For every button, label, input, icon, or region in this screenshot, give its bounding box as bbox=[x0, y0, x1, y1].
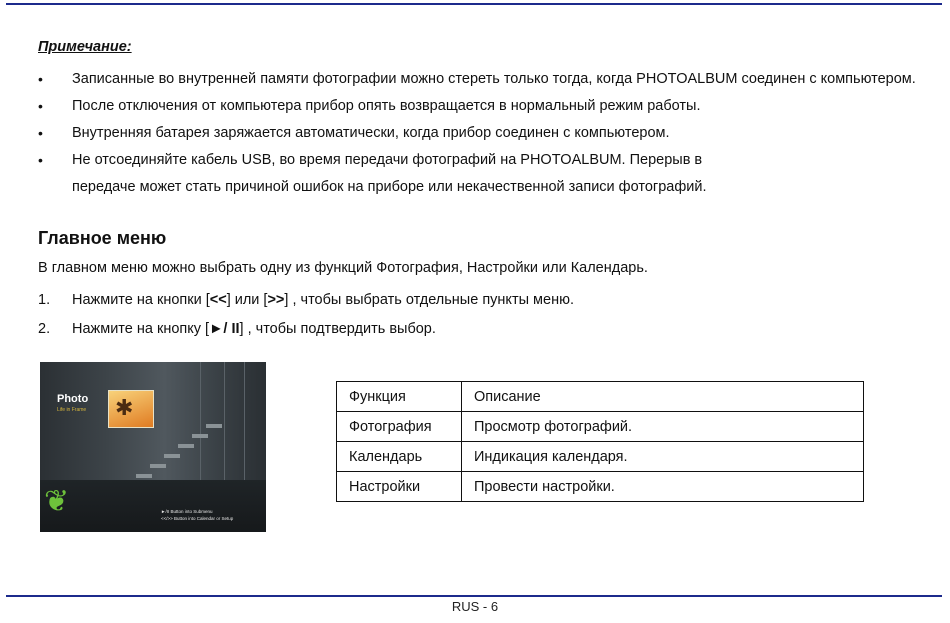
stair-step bbox=[164, 454, 180, 458]
screenshot-hint: ►/II Button into Submenu bbox=[161, 509, 213, 514]
table-cell: Календарь bbox=[337, 442, 462, 472]
prev-key-glyph: << bbox=[209, 292, 227, 308]
screenshot-floor bbox=[40, 480, 266, 532]
screenshot-title: Photo bbox=[57, 393, 89, 405]
step-text: ] , чтобы выбрать отдельные пункты меню. bbox=[284, 292, 574, 308]
table-cell: Настройки bbox=[337, 472, 462, 502]
note-text-continued: передаче может стать причиной ошибок на приборе или некачественной записи фотографий. bbox=[72, 179, 707, 195]
note-item bbox=[38, 147, 943, 201]
bullet: • bbox=[38, 98, 43, 114]
note-text: Записанные во внутренней памяти фотографии можно стереть только тогда, когда PHOTOALBUM соединен с компьютером. bbox=[72, 71, 916, 87]
wall-panel-line bbox=[224, 362, 225, 482]
table-header-cell: Функция bbox=[337, 382, 462, 412]
step-text: ] или [ bbox=[226, 292, 268, 308]
step-number: 2. bbox=[38, 321, 51, 337]
table-cell: Провести настройки. bbox=[462, 472, 864, 502]
page-number: RUS - 6 bbox=[451, 599, 499, 614]
note-list bbox=[38, 66, 943, 201]
step-text: ] , чтобы подтвердить выбор. bbox=[239, 321, 436, 337]
step-text: Нажмите на кнопки [ bbox=[72, 292, 210, 308]
top-rule bbox=[6, 3, 942, 5]
bullet: • bbox=[38, 71, 43, 87]
note-text: Не отсоединяйте кабель USB, во время передачи фотографий на PHOTOALBUM. Перерыв в bbox=[72, 152, 703, 168]
step-number: 1. bbox=[38, 292, 51, 308]
plant-icon: ❦ bbox=[44, 485, 70, 518]
play-pause-key-glyph: ►/ II bbox=[209, 321, 240, 337]
note-text: После отключения от компьютера прибор опять возвращается в нормальный режим работы. bbox=[72, 98, 701, 114]
function-table bbox=[336, 381, 864, 502]
stair-step bbox=[150, 464, 166, 468]
stair-step bbox=[178, 444, 194, 448]
stair-step bbox=[206, 424, 222, 428]
step-item bbox=[38, 286, 574, 315]
screenshot-hint: <</>> Button into Calendar or Setup bbox=[161, 516, 234, 521]
table-header-row bbox=[337, 382, 864, 412]
table-cell: Индикация календаря. bbox=[462, 442, 864, 472]
step-item bbox=[38, 315, 574, 344]
steps-list bbox=[38, 286, 574, 344]
note-item bbox=[38, 120, 943, 147]
table-row bbox=[337, 442, 864, 472]
note-text: Внутренняя батарея заряжается автоматически, когда прибор соединен с компьютером. bbox=[72, 125, 670, 141]
step-text: Нажмите на кнопку [ bbox=[72, 321, 210, 337]
table-row bbox=[337, 472, 864, 502]
note-item bbox=[38, 66, 943, 93]
wall-panel-line bbox=[244, 362, 245, 482]
note-item bbox=[38, 93, 943, 120]
menu-screenshot bbox=[40, 362, 266, 532]
bottom-rule bbox=[6, 595, 942, 597]
intro-text: В главном меню можно выбрать одну из функций Фотография, Настройки или Календарь. bbox=[38, 260, 648, 276]
screenshot-subtitle: Life in Frame bbox=[57, 407, 87, 413]
wall-panel-line bbox=[200, 362, 201, 482]
table-cell: Просмотр фотографий. bbox=[462, 412, 864, 442]
table-header-cell: Описание bbox=[462, 382, 864, 412]
next-key-glyph: >> bbox=[267, 292, 285, 308]
bullet: • bbox=[38, 125, 43, 141]
stair-step bbox=[136, 474, 152, 478]
section-title: Главное меню bbox=[38, 228, 167, 248]
bullet: • bbox=[38, 152, 43, 168]
table-cell: Фотография bbox=[337, 412, 462, 442]
note-title: Примечание: bbox=[38, 39, 132, 55]
stair-step bbox=[192, 434, 208, 438]
picture-frame bbox=[108, 390, 154, 428]
table-row bbox=[337, 412, 864, 442]
palm-tree-icon: ✱ bbox=[115, 395, 134, 420]
